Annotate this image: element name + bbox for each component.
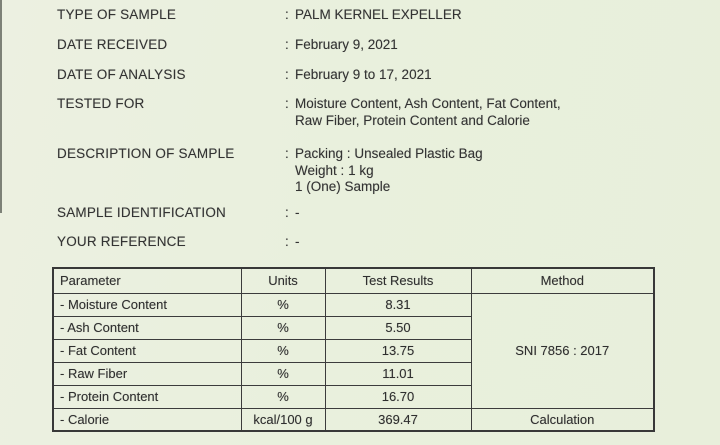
test-results-table bbox=[52, 267, 655, 432]
cell-units: kcal/100 g bbox=[241, 408, 325, 431]
description-line-sample-count: 1 (One) Sample bbox=[295, 179, 391, 194]
field-label: TESTED FOR bbox=[57, 96, 145, 111]
field-colon: : bbox=[285, 67, 289, 82]
field-colon: : bbox=[285, 96, 289, 111]
field-date-of-analysis bbox=[57, 67, 432, 84]
header-test-results: Test Results bbox=[325, 268, 471, 293]
field-description-of-sample bbox=[57, 146, 483, 196]
cell-parameter: - Ash Content bbox=[53, 316, 241, 339]
cell-parameter: - Fat Content bbox=[53, 339, 241, 362]
field-value-line: Raw Fiber, Protein Content and Calorie bbox=[295, 112, 530, 128]
cell-parameter: - Calorie bbox=[53, 408, 241, 431]
field-value bbox=[295, 96, 561, 129]
cell-parameter: - Raw Fiber bbox=[53, 362, 241, 385]
cell-units: % bbox=[241, 293, 325, 316]
cell-result: 5.50 bbox=[325, 316, 471, 339]
cell-units: % bbox=[241, 385, 325, 408]
cell-parameter: - Protein Content bbox=[53, 385, 241, 408]
field-colon: : bbox=[285, 234, 289, 249]
field-value: - bbox=[295, 234, 300, 249]
field-value: PALM KERNEL EXPELLER bbox=[295, 7, 462, 22]
description-colon: : bbox=[340, 162, 345, 178]
cell-parameter: - Moisture Content bbox=[53, 293, 241, 316]
cell-result: 369.47 bbox=[325, 408, 471, 431]
description-value: 1 kg bbox=[348, 162, 374, 178]
field-value-line: Moisture Content, Ash Content, Fat Content, bbox=[295, 96, 561, 111]
description-key: Weight bbox=[295, 162, 337, 178]
description-line-weight bbox=[295, 163, 483, 180]
description-value: Unsealed Plastic Bag bbox=[354, 146, 483, 161]
field-label: DATE RECEIVED bbox=[57, 37, 168, 52]
cell-result: 16.70 bbox=[325, 385, 471, 408]
table-header-row bbox=[53, 268, 654, 293]
scan-edge-artifact bbox=[0, 0, 2, 213]
field-colon: : bbox=[285, 37, 289, 52]
cell-method-merged: SNI 7856 : 2017 bbox=[471, 293, 654, 408]
field-your-reference bbox=[57, 234, 300, 251]
header-parameter: Parameter bbox=[53, 268, 241, 293]
field-colon: : bbox=[285, 7, 289, 22]
description-colon: : bbox=[346, 146, 351, 161]
header-units: Units bbox=[241, 268, 325, 293]
cell-units: % bbox=[241, 362, 325, 385]
field-label: SAMPLE IDENTIFICATION bbox=[57, 205, 226, 220]
field-sample-identification bbox=[57, 205, 300, 222]
cell-result: 11.01 bbox=[325, 362, 471, 385]
field-label: YOUR REFERENCE bbox=[57, 234, 186, 249]
cell-result: 8.31 bbox=[325, 293, 471, 316]
field-label: DATE OF ANALYSIS bbox=[57, 67, 186, 82]
field-tested-for bbox=[57, 96, 561, 129]
field-label: TYPE OF SAMPLE bbox=[57, 7, 177, 22]
table-row bbox=[53, 408, 654, 431]
cell-result: 13.75 bbox=[325, 339, 471, 362]
description-key: Packing bbox=[295, 146, 344, 161]
field-colon: : bbox=[285, 205, 289, 220]
table-row bbox=[53, 293, 654, 316]
cell-units: % bbox=[241, 339, 325, 362]
field-label: DESCRIPTION OF SAMPLE bbox=[57, 146, 235, 161]
field-type-of-sample bbox=[57, 7, 462, 24]
header-method: Method bbox=[471, 268, 654, 293]
field-date-received bbox=[57, 37, 398, 54]
description-line-packing bbox=[295, 146, 483, 163]
field-value: February 9, 2021 bbox=[295, 37, 398, 52]
field-value bbox=[295, 146, 483, 196]
cell-units: % bbox=[241, 316, 325, 339]
field-value: February 9 to 17, 2021 bbox=[295, 67, 432, 82]
cell-method-calculation: Calculation bbox=[471, 408, 654, 431]
field-value: - bbox=[295, 205, 300, 220]
field-colon: : bbox=[285, 146, 289, 161]
